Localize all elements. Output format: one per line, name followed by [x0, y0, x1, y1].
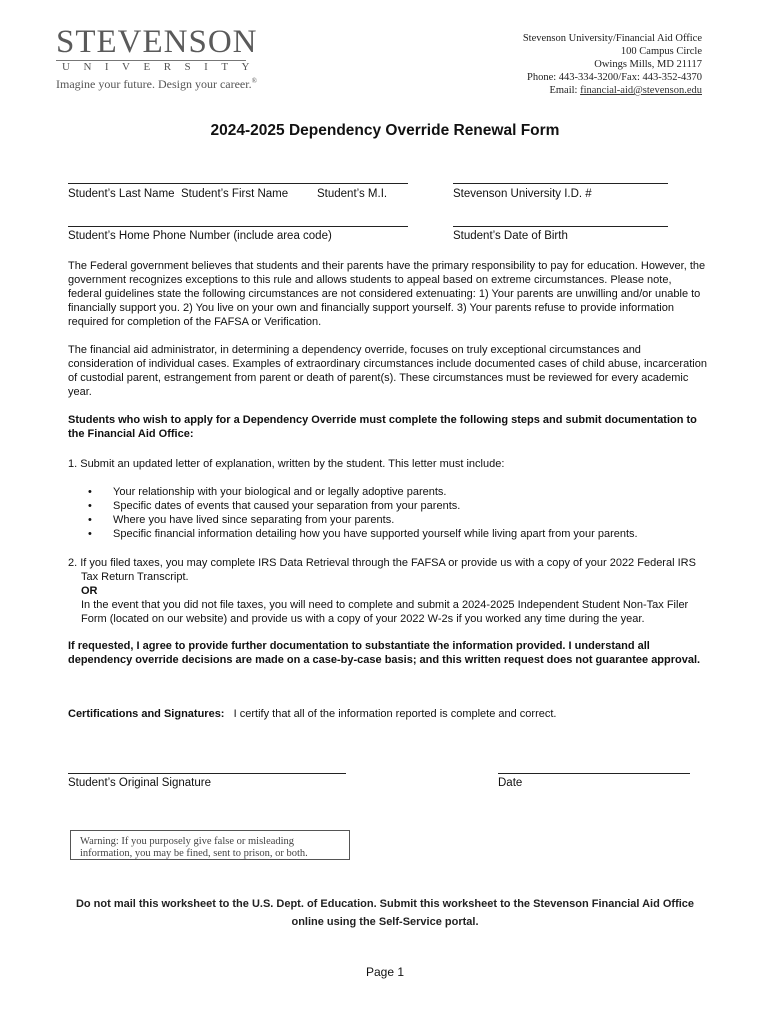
- university-logo-subtitle: UNIVERSITY: [62, 61, 263, 73]
- instructions-heading: Students who wish to apply for a Dependency Override must complete the following steps and submit documentation to the Financial Aid Office:: [68, 414, 697, 440]
- agreement-statement: If requested, I agree to provide further documentation to substantiate the information provided. I understand all dependency override decisions are made on a case-by-case basis; and this written request does not guarantee approval.: [68, 640, 701, 666]
- list-item: • Specific dates of events that caused your separation from your parents.: [88, 499, 708, 513]
- address-office: Stevenson University/Financial Aid Office: [522, 33, 702, 44]
- step-2-text: [68, 556, 708, 626]
- address-city: Owings Mills, MD 21117: [594, 59, 702, 70]
- logo-tagline: Imagine your future. Design your career.®: [56, 77, 257, 91]
- date-of-birth-field[interactable]: [453, 226, 668, 227]
- list-item: • Your relationship with your biological and or legally adoptive parents.: [88, 485, 708, 499]
- university-logo-name: STEVENSON: [56, 24, 258, 60]
- administrator-paragraph: The financial aid administrator, in determining a dependency override, focuses on truly exceptional circumstances and consideration of individual cases. Examples of extraordinary circumstances include documented cases of child abuse, incarceration of custodial parent, estrangement from parent or death of parent(s). These circumstances must be reviewed for every academic year.: [68, 344, 707, 398]
- page-number: Page 1: [365, 965, 405, 979]
- federal-policy-paragraph: The Federal government believes that students and their parents have the primary responsibility to pay for education. However, the government recognizes exceptions to this rule and allows students to appeal based on extreme circumstances. Please note, federal guidelines state the following circumstances are not considered extenuating: 1) Your parents are unwilling and/or unable to financially support you. 2) You live on your own and financially support yourself. 3) Your parents refuse to provide information required for completion of the FAFSA or Verification.: [68, 260, 706, 328]
- letter-requirements-list: [88, 485, 708, 541]
- form-title: 2024-2025 Dependency Override Renewal Form: [210, 122, 560, 139]
- step-1-text: 1. Submit an updated letter of explanation, written by the student. This letter must include:: [68, 458, 505, 470]
- student-id-field[interactable]: [453, 183, 668, 184]
- first-name-label: Student’s First Name: [181, 188, 289, 200]
- date-label: Date: [498, 777, 523, 789]
- email-link[interactable]: financial-aid@stevenson.edu: [580, 85, 702, 96]
- student-name-field[interactable]: [68, 183, 408, 184]
- mi-label: Student’s M.I.: [317, 188, 388, 200]
- last-name-label: Student’s Last Name: [68, 188, 175, 200]
- signature-label: Student’s Original Signature: [68, 777, 211, 789]
- address-phone: Phone: 443-334-3200/Fax: 443-352-4370: [527, 72, 702, 83]
- office-address: [523, 32, 702, 97]
- address-street: 100 Campus Circle: [620, 46, 702, 57]
- address-email-row: Email: financial-aid@stevenson.edu: [549, 85, 702, 96]
- warning-box: Warning: If you purposely give false or misleading information, you may be fined, sent to prison, or both.: [70, 830, 350, 860]
- certification-label: Certifications and Signatures:: [68, 708, 225, 720]
- certification-text: I certify that all of the information reported is complete and correct.: [233, 708, 557, 720]
- step-2-or: OR: [81, 585, 98, 597]
- submission-note-line-1: Do not mail this worksheet to the U.S. Dept. of Education. Submit this worksheet to the Stevenson Financial Aid Office: [75, 898, 695, 910]
- list-item: • Specific financial information detailing how you have supported yourself while living apart from your parents.: [88, 527, 708, 541]
- step-2-filed-taxes: 2. If you filed taxes, you may complete IRS Data Retrieval through the FAFSA or provide us with a copy of your 2022 Federal IRS Tax Return Transcript.: [68, 557, 696, 583]
- home-phone-field[interactable]: [68, 226, 408, 227]
- submission-note: [0, 895, 770, 931]
- step-2-non-filer: In the event that you did not file taxes, you will need to complete and submit a 2024-2025 Independent Student Non-Tax Filer Form (located on our website) and provide us with a copy of your 2022 W-2s if you worked any time during the year.: [81, 599, 689, 625]
- home-phone-label: Student’s Home Phone Number (include area code): [68, 230, 332, 242]
- student-id-label: Stevenson University I.D. #: [453, 188, 592, 200]
- date-of-birth-label: Student’s Date of Birth: [453, 230, 568, 242]
- list-item: • Where you have lived since separating from your parents.: [88, 513, 708, 527]
- submission-note-line-2: online using the Self-Service portal.: [291, 916, 479, 928]
- signature-field[interactable]: [68, 773, 346, 774]
- certification-line: [68, 707, 708, 721]
- date-field[interactable]: [498, 773, 690, 774]
